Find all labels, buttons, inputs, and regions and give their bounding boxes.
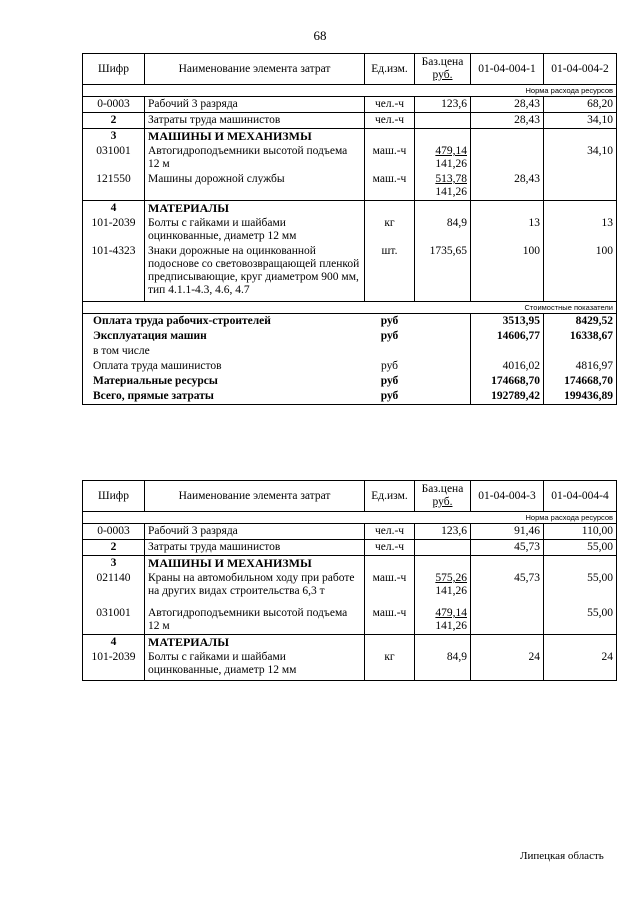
row-value-2: 100 (544, 244, 617, 302)
cost-label: Стоимостные показатели (83, 302, 617, 314)
header-price (415, 481, 471, 512)
section-row (83, 635, 617, 651)
summary-unit: руб (380, 375, 399, 387)
row-code: 101-2039 (83, 650, 145, 681)
row-value-2: 55,00 (544, 571, 617, 606)
row-value-1: 91,46 (471, 524, 544, 540)
row-code: 031001 (83, 606, 145, 635)
summary-label: Эксплуатация машин (83, 329, 365, 344)
summary-unit: руб (365, 389, 415, 405)
table-row (83, 144, 617, 172)
summary-row (83, 314, 617, 330)
row-value-2: 34,10 (544, 113, 617, 129)
header-code: Шифр (83, 481, 145, 512)
summary-label: Материальные ресурсы (83, 374, 365, 389)
table-row (83, 524, 617, 540)
row-code: 121550 (83, 172, 145, 201)
row-name: Болты с гайками и шайбами оцинкованные, диаметр 12 мм (145, 216, 365, 244)
section-row (83, 556, 617, 572)
row-price: 123,6 (415, 524, 471, 540)
row-name: Автогидроподъемники высотой подъема 12 м (145, 144, 365, 172)
header-price-line2: руб. (432, 69, 453, 81)
price-bottom: 141,26 (435, 585, 467, 597)
summary-row (83, 344, 617, 359)
price-bottom: 141,26 (435, 158, 467, 170)
row-code: 0-0003 (83, 97, 145, 113)
row-price: 84,9 (415, 216, 471, 244)
summary-unit: руб (380, 360, 399, 372)
header-col2: 01-04-004-2 (544, 54, 617, 85)
row-price (415, 172, 471, 201)
header-col1: 01-04-004-3 (471, 481, 544, 512)
summary-value-1: 174668,70 (471, 374, 544, 389)
row-value-2: 55,00 (544, 540, 617, 556)
footer-region: Липецкая область (520, 850, 604, 862)
row-unit: маш.-ч (365, 571, 415, 606)
price-bottom: 141,26 (435, 186, 467, 198)
header-price-line1: Баз.цена (421, 483, 464, 495)
row-value-1: 45,73 (471, 571, 544, 606)
table-header (83, 54, 617, 85)
summary-label: в том числе (83, 344, 365, 359)
price-top: 575,26 (435, 572, 467, 584)
row-unit: чел.-ч (365, 524, 415, 540)
row-value-1: 24 (471, 650, 544, 681)
summary-label: Оплата труда рабочих-строителей (83, 314, 365, 330)
row-price (415, 144, 471, 172)
row-unit: чел.-ч (365, 97, 415, 113)
header-price-line2: руб. (432, 496, 453, 508)
cost-label-row (83, 302, 617, 314)
price-top: 479,14 (435, 145, 467, 157)
row-name: Краны на автомобильном ходу при работе на других видах строительства 6,3 т (145, 571, 365, 606)
row-value-2: 13 (544, 216, 617, 244)
norm-label: Норма расхода ресурсов (83, 85, 617, 97)
price-top: 513,78 (435, 173, 467, 185)
section-code: 3 (83, 556, 145, 572)
row-name: Автогидроподъемники высотой подъема 12 м (145, 606, 365, 635)
norm-label-row (83, 85, 617, 97)
summary-unit: руб (380, 315, 399, 327)
section-row (83, 129, 617, 145)
row-unit: маш.-ч (365, 606, 415, 635)
section-row (83, 201, 617, 217)
row-value-1: 28,43 (471, 113, 544, 129)
summary-value-1: 3513,95 (471, 314, 544, 330)
summary-value-2: 16338,67 (544, 329, 617, 344)
row-name: Болты с гайками и шайбами оцинкованные, диаметр 12 мм (145, 650, 365, 681)
summary-value-2: 174668,70 (544, 374, 617, 389)
row-name: Рабочий 3 разряда (145, 97, 365, 113)
row-code: 2 (83, 540, 145, 556)
row-name: Машины дорожной службы (145, 172, 365, 201)
header-col2: 01-04-004-4 (544, 481, 617, 512)
section-title: МАТЕРИАЛЫ (145, 635, 365, 651)
summary-row (83, 389, 617, 405)
row-value-2: 55,00 (544, 606, 617, 635)
section-code: 4 (83, 201, 145, 217)
row-unit: кг (365, 216, 415, 244)
header-name: Наименование элемента затрат (145, 481, 365, 512)
header-unit: Ед.изм. (365, 481, 415, 512)
section-title: МАТЕРИАЛЫ (145, 201, 365, 217)
row-unit: кг (365, 650, 415, 681)
estimate-table-2 (82, 480, 617, 681)
row-name: Затраты труда машинистов (145, 540, 365, 556)
price-bottom: 141,26 (435, 620, 467, 632)
summary-unit: руб (380, 330, 399, 342)
summary-row (83, 359, 617, 374)
summary-value-1: 14606,77 (471, 329, 544, 344)
section-code: 3 (83, 129, 145, 145)
row-name: Рабочий 3 разряда (145, 524, 365, 540)
header-code: Шифр (83, 54, 145, 85)
row-value-2: 110,00 (544, 524, 617, 540)
table-row (83, 172, 617, 201)
row-price: 84,9 (415, 650, 471, 681)
row-unit: маш.-ч (365, 144, 415, 172)
row-code: 101-4323 (83, 244, 145, 302)
table-row (83, 540, 617, 556)
row-name: Знаки дорожные на оцинкованной подоснове со световозвращающей пленкой предписывающие, круг диаметром 900 мм, тип 4.1.1-4.3, 4.6, 4.7 (145, 244, 365, 302)
header-unit: Ед.изм. (365, 54, 415, 85)
table-row (83, 97, 617, 113)
summary-value-2: 4816,97 (544, 359, 617, 374)
header-col1: 01-04-004-1 (471, 54, 544, 85)
row-unit: маш.-ч (365, 172, 415, 201)
section-code: 4 (83, 635, 145, 651)
row-code: 2 (83, 113, 145, 129)
row-code: 101-2039 (83, 216, 145, 244)
table-row (83, 113, 617, 129)
section-title: МАШИНЫ И МЕХАНИЗМЫ (145, 556, 365, 572)
row-value-2: 34,10 (544, 144, 617, 172)
row-value-2: 24 (544, 650, 617, 681)
price-top: 479,14 (435, 607, 467, 619)
row-value-1: 45,73 (471, 540, 544, 556)
table-row (83, 244, 617, 302)
norm-label-row (83, 512, 617, 524)
row-unit: шт. (365, 244, 415, 302)
row-price: 1735,65 (415, 244, 471, 302)
header-price-line1: Баз.цена (421, 56, 464, 68)
summary-value-2: 199436,89 (544, 389, 617, 405)
section-title: МАШИНЫ И МЕХАНИЗМЫ (145, 129, 365, 145)
table-header (83, 481, 617, 512)
row-price: 123,6 (415, 97, 471, 113)
row-price (415, 606, 471, 635)
summary-label: Всего, прямые затраты (83, 389, 365, 405)
row-value-2: 68,20 (544, 97, 617, 113)
row-price (415, 571, 471, 606)
row-code: 021140 (83, 571, 145, 606)
table-row (83, 216, 617, 244)
row-value-1: 28,43 (471, 172, 544, 201)
table-row (83, 571, 617, 606)
summary-value-1: 192789,42 (471, 389, 544, 405)
summary-row (83, 329, 617, 344)
summary-row (83, 374, 617, 389)
header-name: Наименование элемента затрат (145, 54, 365, 85)
row-name: Затраты труда машинистов (145, 113, 365, 129)
table-row (83, 606, 617, 635)
summary-value-1: 4016,02 (471, 359, 544, 374)
row-value-1: 13 (471, 216, 544, 244)
row-unit: чел.-ч (365, 540, 415, 556)
summary-value-2: 8429,52 (544, 314, 617, 330)
estimate-table-1 (82, 53, 617, 405)
page-number: 68 (313, 28, 327, 43)
table-row (83, 650, 617, 681)
row-code: 031001 (83, 144, 145, 172)
row-value-1: 28,43 (471, 97, 544, 113)
norm-label: Норма расхода ресурсов (83, 512, 617, 524)
row-code: 0-0003 (83, 524, 145, 540)
summary-label: Оплата труда машинистов (83, 359, 365, 374)
row-unit: чел.-ч (365, 113, 415, 129)
header-price (415, 54, 471, 85)
row-value-1: 100 (471, 244, 544, 302)
